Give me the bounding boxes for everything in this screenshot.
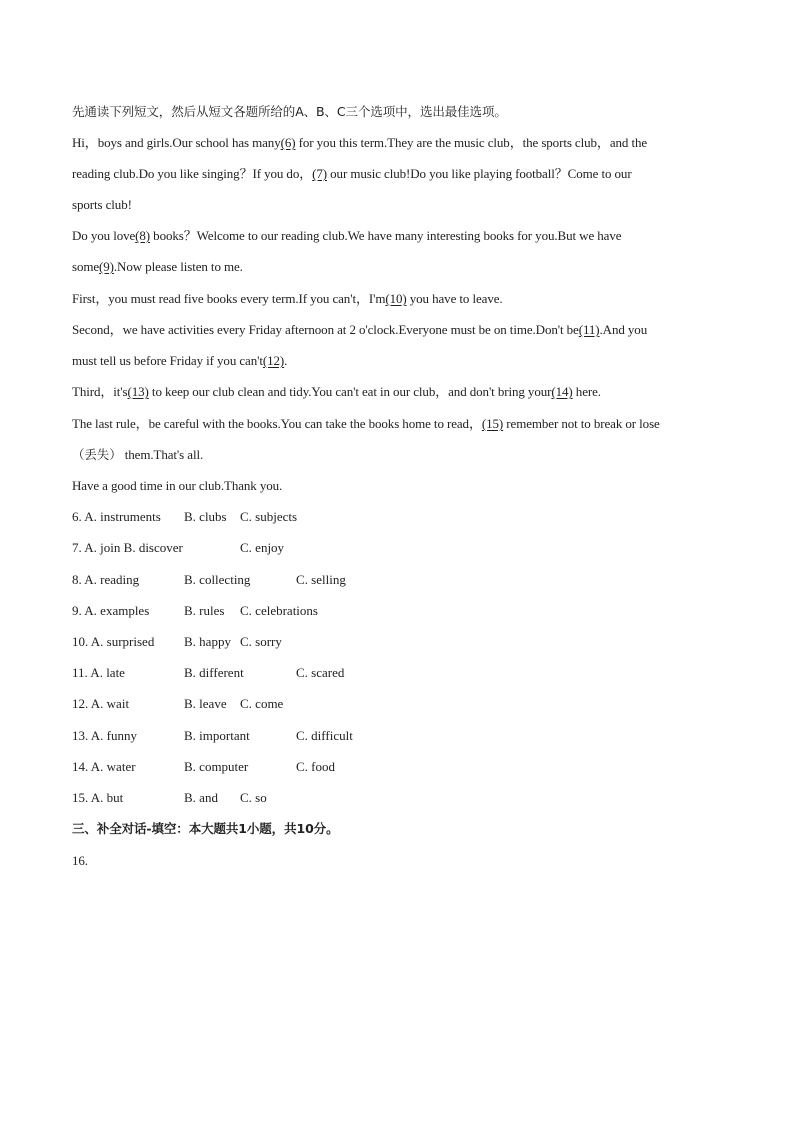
document-page: 先通读下列短文，然后从短文各题所给的A、B、C三个选项中，选出最佳选项。 Hi，boys and girls.Our school has many(6) for you this term.They are the music club，the sports club，and the reading club.Do you like singing？If you do，(7) our music club!Do you like playing football？Come to our sports club! Do you love(8) books？Welcome to our reading club.We have many interesting books for you.But we have some(9).Now please listen to me. First，you must read five books every term.If you can't，I'm(10) you have to leave. Second，we have activities every Friday afternoon at 2 o'clock.Everyone must be on time.Don't be(11).And you must tell us before Friday if you can't(12). Third，it's(13) to keep our club clean and tidy.You can't eat in our club，and don't bring your(14) here. The last rule，be careful with the books.You can take the books home to read，(15) remember not to break or lose （丢失） them.That's all. Have a good time in our club.Thank you. 6. A. instruments B. clubs C. subjects 7. A. join B. discover C. enjoy 8. A. reading B. collecting C. selling 9. A. examples B. rules C. celebrations 10. A. surprised B. happy C. sorry 11. A. late B. different C. scared 12. A. wait B. leave C. come 13. A. funny B. important C. difficult 14. A. water B. computer C. food 15. A. but B. and C. so 三、补全对话-填空：本大题共1小题，共10分。 16. <box>72 104 660 868</box>
blank-6: (6) <box>280 135 296 150</box>
blank-8: (8) <box>135 228 151 243</box>
passage-line-5: some(9).Now please listen to me. <box>72 259 243 274</box>
blank-11: (11) <box>578 322 600 337</box>
passage-line-6: First，you must read five books every term.If you can't，I'm(10) you have to leave. <box>72 291 503 306</box>
blank-15: (15) <box>481 416 504 431</box>
passage-line-9: Third，it's(13) to keep our club clean and tidy.You can't eat in our club，and don't bring your(14) here. <box>72 384 601 399</box>
passage-line-10: The last rule，be careful with the books.You can take the books home to read，(15) remember not to break or lose <box>72 416 660 431</box>
passage-line-7: Second，we have activities every Friday afternoon at 2 o'clock.Everyone must be on time.Don't be(11).And you <box>72 322 648 337</box>
blank-9: (9) <box>99 259 114 274</box>
blank-7: (7) <box>312 166 327 181</box>
passage-line-2: reading club.Do you like singing？If you do，(7) our music club!Do you like playing football？Come to our <box>72 166 632 181</box>
blank-10: (10) <box>385 291 407 306</box>
instruction-text: 先通读下列短文，然后从短文各题所给的A、B、C三个选项中，选出最佳选项。 <box>72 104 507 119</box>
passage-line-8: must tell us before Friday if you can't(12). <box>72 353 288 368</box>
passage-line-12: Have a good time in our club.Thank you. <box>72 478 283 493</box>
question-16-number: 16. <box>72 853 88 868</box>
blank-14: (14) <box>551 384 573 399</box>
passage-line-11: （丢失） them.That's all. <box>72 447 204 462</box>
blank-12: (12) <box>262 353 285 368</box>
section-3-heading: 三、补全对话-填空：本大题共1小题，共10分。 <box>72 821 339 836</box>
blank-13: (13) <box>127 384 149 399</box>
passage-line-1: Hi，boys and girls.Our school has many(6) for you this term.They are the music club，the sports club，and the <box>72 135 648 150</box>
passage-line-4: Do you love(8) books？Welcome to our reading club.We have many interesting books for you.But we have <box>72 228 622 243</box>
passage-line-3: sports club! <box>72 197 132 212</box>
